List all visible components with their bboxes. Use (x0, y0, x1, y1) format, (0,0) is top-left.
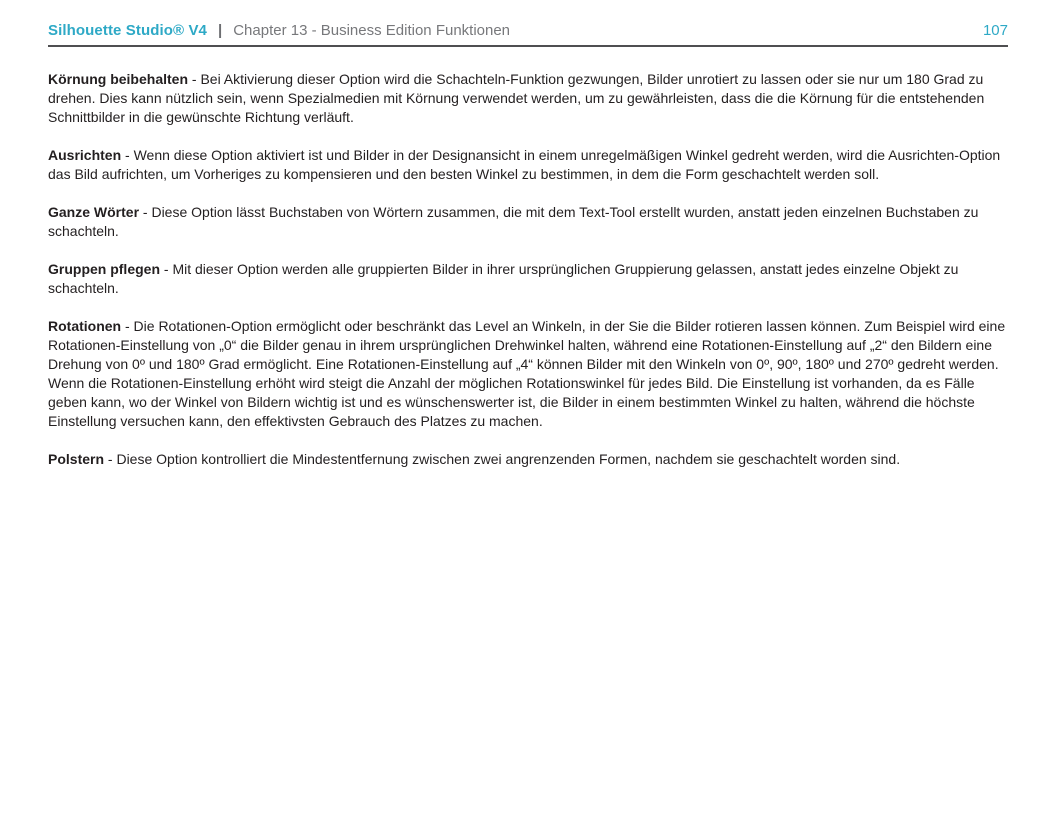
brand-title: Silhouette Studio® V4 (48, 22, 207, 39)
paragraph-text: - Diese Option kontrolliert die Mindestentfernung zwischen zwei angrenzenden Formen, nachdem sie geschachtelt worden sind. (104, 451, 901, 467)
paragraph-rotationen (48, 317, 1008, 431)
header-left (48, 22, 510, 40)
term-label: Polstern (48, 451, 105, 467)
paragraph-text: - Wenn diese Option aktiviert ist und Bilder in der Designansicht in einem unregelmäßigen Winkel gedreht werden, wird die Ausrichten-Option das Bild aufrichten, um Vorheriges zu kompensieren und den besten Winkel zu bestimmen, in dem die Form geschachtelt werden soll. (48, 147, 1001, 182)
paragraph-ganze-woerter (48, 203, 1008, 241)
page-content (48, 70, 1008, 469)
paragraph-text: - Bei Aktivierung dieser Option wird die Schachteln-Funktion gezwungen, Bilder unrotiert zu lassen oder sie nur um 180 Grad zu drehen. Dies kann nützlich sein, wenn Spezialmedien mit Körnung verwendet werden, um zu gewährleisten, dass die die Körnung für die entstehenden Schnittbilder in die gewünschte Richtung verläuft. (48, 71, 985, 125)
header-rule (48, 45, 1008, 47)
term-label: Gruppen pflegen (48, 261, 160, 277)
term-label: Ganze Wörter (48, 204, 140, 220)
paragraph-text: - Die Rotationen-Option ermöglicht oder beschränkt das Level an Winkeln, in der Sie die Bilder rotieren lassen können. Zum Beispiel wird eine Rotationen-Einstellung von „0“ die Bilder genau in ihrem ursprünglichen Drehwinkel halten, während eine Rotationen-Einstellung auf „2“ den Bildern eine Drehung von 0º und 180º Grad ermöglicht. Eine Rotationen-Einstellung auf „4“ können Bilder mit den Winkeln von 0º, 90º, 180º und 270º gedreht werden. Wenn die Rotationen-Einstellung erhöht wird steigt die Anzahl der möglichen Rotationswinkel für jedes Bild. Die Einstellung ist vorhanden, da es Fälle geben kann, wo der Winkel von Bildern wichtig ist und es wünschenswerter ist, die Bilder in einem bestimmten Winkel zu halten, während die höchste Einstellung versuchen kann, den effektivsten Gebrauch des Platzes zu machen. (48, 318, 1006, 429)
paragraph-gruppen-pflegen (48, 260, 1008, 298)
term-label: Ausrichten (48, 147, 122, 163)
paragraph-polstern (48, 450, 1008, 469)
paragraph-koernung-beibehalten (48, 70, 1008, 127)
header-separator: | (218, 22, 223, 39)
term-label: Rotationen (48, 318, 122, 334)
paragraph-ausrichten (48, 146, 1008, 184)
term-label: Körnung beibehalten (48, 71, 188, 87)
page-header (48, 22, 1008, 40)
paragraph-text: - Mit dieser Option werden alle gruppierten Bilder in ihrer ursprünglichen Gruppierung gelassen, anstatt jedes einzelne Objekt zu schachteln. (48, 261, 959, 296)
page-number: 107 (982, 22, 1008, 39)
paragraph-text: - Diese Option lässt Buchstaben von Wörtern zusammen, die mit dem Text-Tool erstellt wurden, anstatt jeden einzelnen Buchstaben zu schachteln. (48, 204, 979, 239)
chapter-title: Chapter 13 - Business Edition Funktionen (233, 22, 511, 39)
